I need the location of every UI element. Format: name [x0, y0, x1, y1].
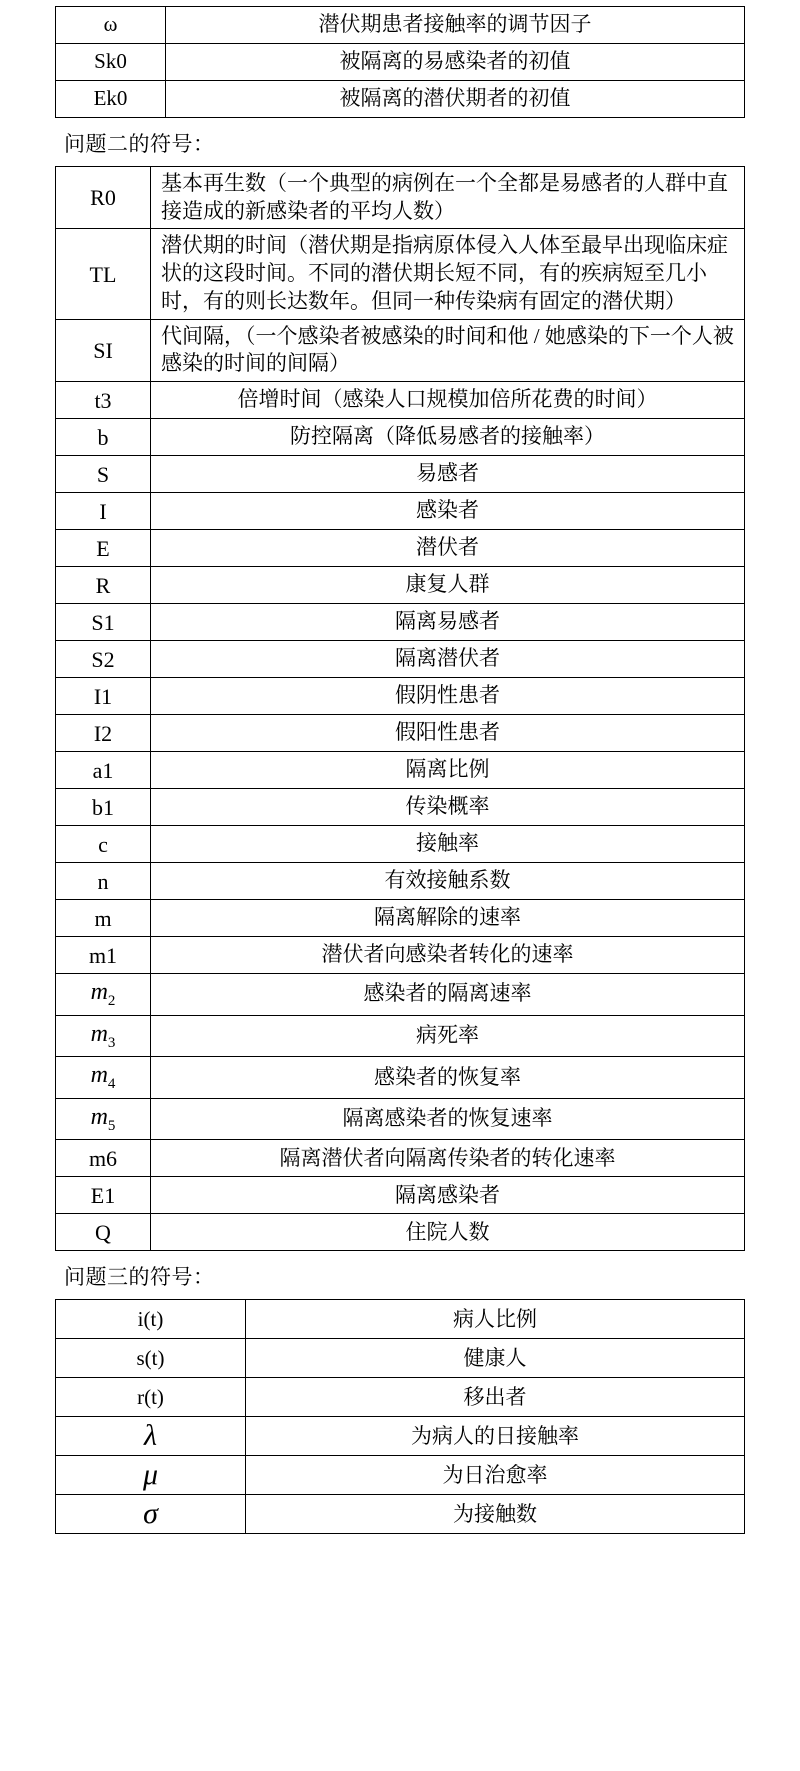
table-row: [56, 937, 745, 974]
symbol-cell: [56, 1057, 151, 1099]
table-row: [56, 493, 745, 530]
symbol-subscript: 5: [107, 1117, 116, 1134]
table-row: [56, 1339, 745, 1378]
table-row: [56, 1177, 745, 1214]
symbol-cell: ω: [56, 7, 166, 44]
symbol-cell: s(t): [56, 1339, 246, 1378]
symbol-cell: E: [56, 530, 151, 567]
description-cell: 易感者: [151, 456, 745, 493]
table-row: [56, 678, 745, 715]
symbol-cell: TL: [56, 229, 151, 319]
symbol-cell: R0: [56, 167, 151, 229]
symbol-table-question-three: [55, 1299, 745, 1534]
symbol-cell: i(t): [56, 1300, 246, 1339]
description-cell: 假阳性患者: [151, 715, 745, 752]
description-cell: 传染概率: [151, 789, 745, 826]
table-row: [56, 715, 745, 752]
symbol-cell: E1: [56, 1177, 151, 1214]
symbol-cell: [56, 1417, 246, 1456]
description-cell: 隔离潜伏者向隔离传染者的转化速率: [151, 1140, 745, 1177]
symbol-cell: Sk0: [56, 44, 166, 81]
table-row: [56, 1456, 745, 1495]
table-row: [56, 382, 745, 419]
table-row: [56, 1214, 745, 1251]
description-cell: 隔离易感者: [151, 604, 745, 641]
table-row: [56, 1140, 745, 1177]
symbol-cell: S2: [56, 641, 151, 678]
table-row: [56, 167, 745, 229]
symbol-italic: $m_2$: [90, 979, 116, 1009]
description-cell: 感染者的恢复率: [151, 1057, 745, 1099]
table-row: [56, 530, 745, 567]
symbol-greek-mu: μ: [142, 1457, 159, 1491]
symbol-cell: c: [56, 826, 151, 863]
description-cell: 住院人数: [151, 1214, 745, 1251]
table-row: [56, 1417, 745, 1456]
symbol-italic: $m_5$: [90, 1103, 116, 1134]
table-row: [56, 863, 745, 900]
symbol-cell: a1: [56, 752, 151, 789]
symbol-cell: t3: [56, 382, 151, 419]
symbol-cell: I2: [56, 715, 151, 752]
table-row: [56, 826, 745, 863]
description-cell: 接触率: [151, 826, 745, 863]
description-cell: 移出者: [246, 1378, 745, 1417]
symbol-cell: I: [56, 493, 151, 530]
table-row: [56, 1495, 745, 1534]
description-cell: 隔离解除的速率: [151, 900, 745, 937]
description-cell: 康复人群: [151, 567, 745, 604]
description-cell: 为日治愈率: [246, 1456, 745, 1495]
description-cell: 潜伏期的时间（潜伏期是指病原体侵入人体至最早出现临床症状的这段时间。不同的潜伏期长短不同，有的疾病短至几小时，有的则长达数年。但同一种传染病有固定的潜伏期）: [151, 229, 745, 319]
description-cell: 感染者的隔离速率: [151, 974, 745, 1016]
symbol-cell: n: [56, 863, 151, 900]
table-row: [56, 641, 745, 678]
description-cell: 为接触数: [246, 1495, 745, 1534]
table-row: [56, 229, 745, 319]
symbol-cell: S1: [56, 604, 151, 641]
symbol-cell: R: [56, 567, 151, 604]
description-cell: 倍增时间（感染人口规模加倍所花费的时间）: [151, 382, 745, 419]
symbol-cell: [56, 1456, 246, 1495]
description-cell: 病死率: [151, 1015, 745, 1057]
description-cell: 隔离比例: [151, 752, 745, 789]
symbol-italic: $m_3$: [90, 1020, 116, 1051]
table-row: [56, 900, 745, 937]
symbol-italic: $m_4$: [90, 1062, 116, 1093]
description-cell: 为病人的日接触率: [246, 1417, 745, 1456]
table-row: [56, 567, 745, 604]
table-row: [56, 419, 745, 456]
table-row: [56, 1378, 745, 1417]
symbol-table-top: [55, 6, 745, 118]
symbol-subscript: 4: [107, 1076, 116, 1093]
description-cell: 假阴性患者: [151, 678, 745, 715]
symbol-greek-lambda: λ: [144, 1418, 157, 1452]
symbol-cell: [56, 1495, 246, 1534]
description-cell: 基本再生数（一个典型的病例在一个全都是易感者的人群中直接造成的新感染者的平均人数）: [151, 167, 745, 229]
description-cell: 潜伏者向感染者转化的速率: [151, 937, 745, 974]
description-cell: 潜伏者: [151, 530, 745, 567]
table-row: [56, 81, 745, 118]
symbol-cell: b1: [56, 789, 151, 826]
table-row: [56, 456, 745, 493]
description-cell: 感染者: [151, 493, 745, 530]
symbol-cell: S: [56, 456, 151, 493]
table-row: [56, 752, 745, 789]
section-label-question-two: 问题二的符号：: [64, 132, 215, 156]
table-row: [56, 974, 745, 1016]
table-row: [56, 319, 745, 381]
symbol-cell: b: [56, 419, 151, 456]
table-row: [56, 1300, 745, 1339]
symbol-subscript: 2: [107, 992, 116, 1009]
table-row: [56, 44, 745, 81]
symbol-cell: SI: [56, 319, 151, 381]
description-cell: 被隔离的易感染者的初值: [166, 44, 745, 81]
symbol-cell: Q: [56, 1214, 151, 1251]
symbol-cell: Ek0: [56, 81, 166, 118]
description-cell: 代间隔，（一个感染者被感染的时间和他 / 她感染的下一个人被感染的时间的间隔）: [151, 319, 745, 381]
table-row: [56, 1098, 745, 1140]
symbol-cell: m: [56, 900, 151, 937]
description-cell: 防控隔离（降低易感者的接触率）: [151, 419, 745, 456]
symbol-cell: [56, 974, 151, 1016]
symbol-cell: I1: [56, 678, 151, 715]
table-row: [56, 1015, 745, 1057]
symbol-cell: m1: [56, 937, 151, 974]
table-row: [56, 789, 745, 826]
symbol-cell: [56, 1015, 151, 1057]
table-row: [56, 604, 745, 641]
symbol-greek-sigma: σ: [143, 1496, 158, 1530]
description-cell: 隔离感染者的恢复速率: [151, 1098, 745, 1140]
symbol-table-question-two: [55, 166, 745, 1251]
symbol-cell: r(t): [56, 1378, 246, 1417]
table-row: [56, 7, 745, 44]
table-row: [56, 1057, 745, 1099]
symbol-cell: [56, 1098, 151, 1140]
description-cell: 隔离感染者: [151, 1177, 745, 1214]
description-cell: 潜伏期患者接触率的调节因子: [166, 7, 745, 44]
section-label-question-three: 问题三的符号：: [64, 1265, 215, 1290]
description-cell: 有效接触系数: [151, 863, 745, 900]
symbol-subscript: 3: [107, 1034, 116, 1051]
description-cell: 病人比例: [246, 1300, 745, 1339]
description-cell: 隔离潜伏者: [151, 641, 745, 678]
description-cell: 健康人: [246, 1339, 745, 1378]
symbol-cell: m6: [56, 1140, 151, 1177]
description-cell: 被隔离的潜伏期者的初值: [166, 81, 745, 118]
